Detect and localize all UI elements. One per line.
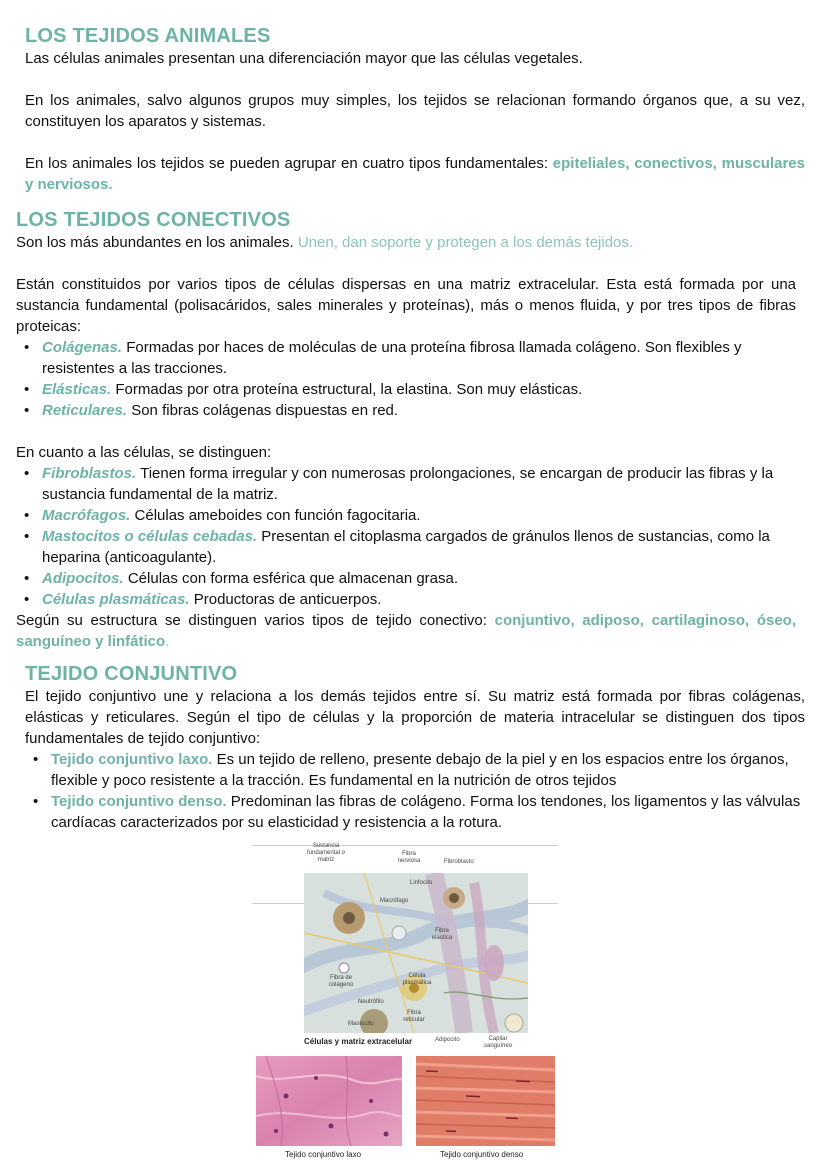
list-item — [40, 337, 796, 379]
celula-term: Adipocitos. — [42, 570, 124, 587]
list-item — [40, 505, 796, 526]
section-tejidos-conectivos — [16, 209, 796, 652]
celula-desc: Células con forma esférica que almacenan grasa. — [123, 570, 459, 587]
celula-term: Células plasmáticas. — [42, 591, 190, 608]
list-item — [49, 791, 805, 833]
label-celula-plasmatica: Célula plasmática — [402, 973, 432, 986]
tipo-desc: Predominan las fibras de colágeno. Forma los tendones, los ligamentos y las válvulas cardíacas caracterizados por su elasticidad y resistencia a la rotura. — [51, 793, 801, 831]
caption-celulas-matriz: Células y matriz extracelular — [304, 1037, 413, 1046]
list-item — [40, 400, 796, 421]
estructura-end: . — [165, 633, 170, 650]
fibra-desc: Formadas por otra proteína estructural, la elastina. Son muy elásticas. — [111, 381, 583, 398]
denso-image — [416, 1056, 555, 1146]
list-celulas — [16, 463, 796, 610]
paragraph-estructura — [16, 610, 796, 652]
abundantes-highlight: Unen, dan soporte y protegen a los demás tejidos. — [297, 234, 634, 251]
label-sustancia: Sustancia fundamental o matriz — [306, 843, 346, 863]
celula-desc: Presentan el citoplasma cargados de gránulos llenos de sustancias, como la heparina (anticoagulante). — [42, 528, 770, 566]
caption-laxo: Tejido conjuntivo laxo — [285, 1150, 362, 1159]
paragraph-diferenciacion: Las células animales presentan una diferenciación mayor que las células vegetales. — [25, 50, 583, 67]
list-tipos-conjuntivo — [25, 749, 805, 833]
estructura-text: Según su estructura se distinguen varios tipos de tejido conectivo: — [16, 612, 495, 629]
list-item — [49, 749, 805, 791]
fibra-desc: Formadas por haces de moléculas de una proteína fibrosa llamada colágeno. Son flexibles y resistentes a las tracciones. — [42, 339, 742, 377]
heading-tejido-conjuntivo: TEJIDO CONJUNTIVO — [25, 663, 238, 685]
fibra-term: Elásticas. — [42, 381, 112, 398]
label-macrofago: Macrófago — [380, 898, 409, 904]
label-fibra-reticular: Fibra reticular — [403, 1010, 425, 1023]
celula-term: Fibroblastos. — [42, 465, 137, 482]
paragraph-celulas: En cuanto a las células, se distinguen: — [16, 444, 272, 461]
heading-tejidos-conectivos: LOS TEJIDOS CONECTIVOS — [16, 209, 291, 231]
list-item — [40, 379, 796, 400]
tipo-desc: Es un tejido de relleno, presente debajo de la piel y en los espacios entre los órganos, flexible y poco resistente a la tracción. Es fundamental en la nutrición de otros tejidos — [51, 751, 789, 789]
celula-desc: Tienen forma irregular y con numerosas prolongaciones, se encargan de producir las fibras y la sustancia fundamental de la matriz. — [42, 465, 774, 503]
list-item — [40, 463, 796, 505]
celula-term: Mastocitos o células cebadas. — [42, 528, 258, 545]
label-linfocito: Linfocito — [410, 880, 433, 886]
celula-desc: Células ameboides con función fagocitaria. — [130, 507, 421, 524]
tipo-term: Tejido conjuntivo laxo. — [51, 751, 213, 768]
label-fibra-colageno: Fibra de colágeno — [328, 975, 354, 988]
micrograph-denso — [416, 1056, 555, 1146]
label-fibroblasto: Fibroblasto — [444, 859, 474, 865]
figure-celulas-matriz — [252, 843, 558, 1053]
heading-tejidos-animales: LOS TEJIDOS ANIMALES — [25, 25, 271, 47]
label-adipocito: Adipocito — [435, 1037, 460, 1043]
list-item — [40, 589, 796, 610]
fibra-desc: Son fibras colágenas dispuestas en red. — [127, 402, 399, 419]
tipo-term: Tejido conjuntivo denso. — [51, 793, 227, 810]
paragraph-abundantes — [16, 232, 796, 253]
connective-tissue-illustration — [304, 873, 528, 1033]
estructura-highlight: conjuntivo, adiposo, cartilaginoso, óseo, sanguíneo y linfático — [16, 612, 796, 650]
label-neutrofilo: Neutrófilo — [358, 999, 384, 1005]
label-fibra-elastica: Fibra elástica — [431, 928, 453, 941]
list-fibras — [16, 337, 796, 421]
micrograph-laxo — [256, 1056, 402, 1146]
paragraph-organos: En los animales, salvo algunos grupos muy simples, los tejidos se relacionan formando órganos que, a su vez, constituyen los aparatos y sistemas. — [25, 92, 805, 130]
paragraph-tipos — [25, 153, 805, 195]
paragraph-constitucion: Están constituidos por varios tipos de células dispersas en una matriz extracelular. Esta está formada por una sustancia fundamental (polisacáridos, sales minerales y proteínas), más o menos fluida, y por tres tipos de fibras proteicas: — [16, 276, 796, 335]
label-capilar: Capilar sanguíneo — [483, 1036, 513, 1049]
fibra-term: Colágenas. — [42, 339, 123, 356]
label-fibra-nerviosa: Fibra nerviosa — [397, 851, 421, 864]
label-mastocito: Mastocito — [348, 1021, 374, 1027]
celula-term: Macrófagos. — [42, 507, 131, 524]
section-tejidos-animales — [25, 25, 805, 195]
section-tejido-conjuntivo — [25, 663, 805, 833]
list-item — [40, 568, 796, 589]
celula-desc: Productoras de anticuerpos. — [189, 591, 382, 608]
paragraph-conjuntivo: El tejido conjuntivo une y relaciona a los demás tejidos entre sí. Su matriz está formada por fibras colágenas, elásticas y reticulares. Según el tipo de células y la proporción de materia intracelular se distinguen dos tipos fundamentales de tejido conjuntivo: — [25, 688, 805, 747]
fibra-term: Reticulares. — [42, 402, 128, 419]
list-item — [40, 526, 796, 568]
caption-denso: Tejido conjuntivo denso — [440, 1150, 524, 1159]
tipos-text: En los animales los tejidos se pueden agrupar en cuatro tipos fundamentales: — [25, 155, 553, 172]
laxo-image — [256, 1056, 402, 1146]
tipos-highlight: epiteliales, conectivos, musculares y nerviosos. — [25, 155, 805, 193]
abundantes-text: Son los más abundantes en los animales. — [16, 234, 298, 251]
